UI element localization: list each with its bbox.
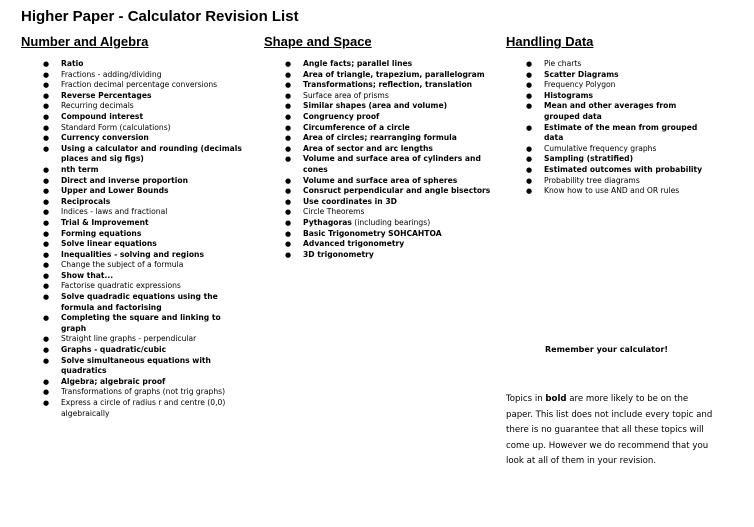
- bullet-icon: ●: [43, 208, 50, 217]
- topic-text: Forming equations: [61, 228, 142, 238]
- bullet-icon: ●: [43, 134, 50, 143]
- topic-item: [43, 260, 246, 271]
- bullet-icon: ●: [285, 240, 292, 249]
- topic-item: [285, 228, 491, 240]
- bullet-icon: ●: [526, 165, 533, 174]
- topic-item: [43, 59, 246, 70]
- topic-text: Mean and other averages from grouped data: [544, 101, 677, 121]
- bold-topics-note: [506, 392, 716, 470]
- topic-item: [526, 164, 714, 176]
- topic-item: [285, 207, 491, 218]
- topic-text: Circle Theorems: [303, 207, 365, 217]
- bullet-icon: ●: [285, 70, 292, 79]
- topic-list: [526, 59, 714, 197]
- topic-text: Upper and Lower Bounds: [61, 186, 169, 196]
- bullet-icon: ●: [526, 70, 533, 79]
- bullet-icon: ●: [285, 218, 292, 227]
- topic-item: [43, 122, 246, 134]
- topic-text: Ratio: [61, 59, 84, 68]
- page-title: Higher Paper - Calculator Revision List: [21, 8, 299, 25]
- bullet-icon: ●: [43, 356, 50, 365]
- topic-text: Reverse Percentages: [61, 90, 152, 100]
- bullet-icon: ●: [43, 197, 50, 206]
- topic-text: nth term: [61, 164, 99, 174]
- bullet-icon: ●: [43, 81, 50, 90]
- topic-text: Histograms: [544, 90, 594, 100]
- topic-item: [285, 101, 491, 112]
- bullet-icon: ●: [285, 176, 292, 185]
- topic-text: Express a circle of radius r and centre (0,0) algebraically: [61, 398, 226, 418]
- topic-list: [43, 59, 246, 419]
- topic-text: Straight line graphs - perpendicular: [61, 334, 197, 344]
- topic-item: [43, 355, 246, 377]
- topic-text: Show that...: [61, 270, 114, 280]
- topic-text: Basic Trigonometry SOHCAHTOA: [303, 228, 442, 238]
- topic-text: Trial & Improvement: [61, 217, 149, 227]
- topic-item: [285, 80, 491, 91]
- bullet-icon: ●: [43, 399, 50, 407]
- bullet-icon: ●: [526, 81, 533, 90]
- topic-item: [43, 270, 246, 282]
- topic-item: [43, 164, 246, 176]
- topic-item: [526, 186, 714, 197]
- topic-item: [43, 217, 246, 229]
- topic-item: [285, 175, 491, 187]
- topic-text: Algebra; algebraic proof: [61, 376, 166, 386]
- topic-item: [285, 239, 491, 250]
- topic-item: [43, 143, 246, 165]
- note-text-after: are more likely to be on the paper. This list does not include every topic and there is no guarantee that all these topics will come up. However we do recommend that you look at all of them in your revision.: [506, 394, 713, 466]
- topic-list: [285, 59, 491, 260]
- topic-item: [43, 228, 246, 240]
- bullet-icon: ●: [43, 229, 50, 238]
- topic-text: Circumference of a circle: [303, 122, 410, 132]
- bullet-icon: ●: [285, 250, 292, 259]
- bullet-icon: ●: [285, 102, 292, 111]
- topic-text: Area of triangle, trapezium, parallelogram: [303, 69, 485, 79]
- bullet-icon: ●: [526, 187, 533, 196]
- topic-text: Change the subject of a formula: [61, 260, 184, 270]
- topic-item: [285, 186, 491, 197]
- bullet-icon: ●: [285, 208, 292, 217]
- topic-item: [285, 122, 491, 134]
- bullet-icon: ●: [285, 91, 292, 100]
- topic-item: [43, 249, 246, 261]
- topic-item: [285, 90, 491, 102]
- bullet-icon: ●: [43, 377, 50, 386]
- topic-text: Consruct perpendicular and angle bisectors: [303, 186, 491, 196]
- bullet-icon: ●: [526, 102, 533, 111]
- topic-item: [43, 111, 246, 123]
- topic-text: Advanced trigonometry: [303, 239, 405, 249]
- topic-item: [526, 69, 714, 81]
- topic-text: Use coordinates in 3D: [303, 196, 397, 206]
- bullet-icon: ●: [43, 144, 50, 153]
- topic-item: [43, 101, 246, 112]
- topic-text: Solve linear equations: [61, 239, 157, 249]
- topic-text: Pythagoras: [303, 217, 352, 227]
- bullet-icon: ●: [285, 155, 292, 164]
- topic-item: [43, 387, 246, 398]
- bullet-icon: ●: [526, 91, 533, 100]
- topic-text: 3D trigonometry: [303, 249, 374, 259]
- topic-text: Similar shapes (area and volume): [303, 101, 448, 111]
- bullet-icon: ●: [43, 176, 50, 185]
- topic-item: [43, 80, 246, 91]
- topic-text: Know how to use AND and OR rules: [544, 186, 680, 196]
- bullet-icon: ●: [285, 187, 292, 196]
- column-heading: Number and Algebra: [21, 34, 149, 49]
- topic-text: Indices - laws and fractional: [61, 207, 168, 217]
- topic-item: [526, 143, 714, 155]
- topic-item: [526, 154, 714, 165]
- topic-text-suffix: (including bearings): [351, 217, 431, 227]
- bullet-icon: ●: [43, 346, 50, 355]
- topic-text: Compound interest: [61, 111, 144, 121]
- bullet-icon: ●: [285, 134, 292, 143]
- bullet-icon: ●: [43, 293, 50, 302]
- topic-item: [285, 69, 491, 81]
- calculator-reminder: Remember your calculator!: [545, 345, 669, 354]
- bullet-icon: ●: [43, 91, 50, 100]
- topic-text: Volume and surface area of spheres: [303, 175, 458, 185]
- bullet-icon: ●: [285, 60, 292, 68]
- topic-item: [285, 133, 491, 144]
- topic-text: Standard Form (calculations): [61, 122, 171, 132]
- bullet-icon: ●: [43, 388, 50, 397]
- bullet-icon: ●: [285, 144, 292, 153]
- topic-text: Reciprocals: [61, 196, 111, 206]
- topic-text: Completing the square and linking to graph: [61, 313, 221, 333]
- topic-text: Graphs - quadratic/cubic: [61, 345, 167, 355]
- topic-text: Fraction decimal percentage conversions: [61, 80, 218, 90]
- topic-item: [43, 313, 246, 334]
- topic-text: Estimated outcomes with probability: [544, 164, 703, 174]
- topic-item: [43, 239, 246, 250]
- column-heading: Handling Data: [506, 34, 594, 49]
- topic-item: [43, 376, 246, 388]
- bullet-icon: ●: [43, 70, 50, 79]
- topic-text: Using a calculator and rounding (decimals places and sig figs): [61, 143, 242, 164]
- topic-text: Fractions - adding/dividing: [61, 69, 162, 79]
- topic-item: [526, 90, 714, 102]
- column-heading: Shape and Space: [264, 34, 372, 49]
- topic-item: [285, 196, 491, 208]
- topic-text: Sampling (stratified): [544, 154, 634, 164]
- topic-item: [526, 59, 714, 70]
- topic-item: [43, 281, 246, 292]
- bullet-icon: ●: [43, 240, 50, 249]
- topic-text: Transformations; reflection, translation: [303, 80, 473, 90]
- topic-item: [43, 398, 246, 419]
- bullet-icon: ●: [43, 271, 50, 280]
- topic-item: [526, 101, 714, 122]
- bullet-icon: ●: [285, 197, 292, 206]
- bullet-icon: ●: [43, 165, 50, 174]
- topic-text: Volume and surface area of cylinders and cones: [303, 154, 481, 174]
- topic-item: [43, 133, 246, 144]
- topic-text: Solve simultaneous equations with quadratics: [61, 355, 211, 376]
- bullet-icon: ●: [526, 144, 533, 153]
- bullet-icon: ●: [43, 112, 50, 121]
- topic-item: [43, 207, 246, 218]
- topic-text: Frequency Polygon: [544, 80, 616, 90]
- bullet-icon: ●: [43, 250, 50, 259]
- topic-text: Direct and inverse proportion: [61, 175, 189, 185]
- topic-item: [43, 292, 246, 313]
- topic-item: [43, 345, 246, 356]
- column-shape-and-space: [264, 34, 491, 260]
- note-bold-word: bold: [545, 394, 567, 404]
- column-number-and-algebra: [21, 34, 246, 419]
- topic-item: [285, 154, 491, 175]
- bullet-icon: ●: [285, 81, 292, 90]
- topic-text: Inequalities - solving and regions: [61, 249, 204, 259]
- topic-text: Estimate of the mean from grouped data: [544, 122, 698, 143]
- topic-item: [526, 122, 714, 144]
- bullet-icon: ●: [43, 282, 50, 291]
- bullet-icon: ●: [43, 60, 50, 68]
- topic-text: Probability tree diagrams: [544, 175, 640, 185]
- topic-text: Scatter Diagrams: [544, 69, 619, 79]
- topic-item: [285, 217, 491, 229]
- bullet-icon: ●: [43, 314, 50, 323]
- topic-item: [526, 80, 714, 91]
- bullet-icon: ●: [526, 60, 533, 68]
- topic-item: [43, 175, 246, 187]
- topic-item: [43, 69, 246, 81]
- bullet-icon: ●: [43, 123, 50, 132]
- bullet-icon: ●: [526, 155, 533, 164]
- note-text-before: Topics in: [506, 394, 546, 404]
- topic-item: [43, 186, 246, 197]
- topic-text: Area of sector and arc lengths: [303, 143, 433, 153]
- topic-item: [285, 111, 491, 123]
- topic-text: Surface area of prisms: [303, 90, 389, 100]
- bullet-icon: ●: [43, 102, 50, 111]
- topic-text: Cumulative frequency graphs: [544, 143, 657, 153]
- topic-item: [43, 334, 246, 345]
- topic-text: Factorise quadratic expressions: [61, 281, 181, 291]
- bullet-icon: ●: [43, 218, 50, 227]
- column-handling-data: [506, 34, 714, 197]
- topic-text: Recurring decimals: [61, 101, 134, 111]
- topic-text: Currency conversion: [61, 133, 149, 143]
- bullet-icon: ●: [43, 261, 50, 270]
- topic-item: [43, 90, 246, 102]
- topic-text: Transformations of graphs (not trig graphs): [61, 387, 226, 397]
- bullet-icon: ●: [526, 176, 533, 185]
- bullet-icon: ●: [285, 123, 292, 132]
- topic-text: Pie charts: [544, 59, 582, 68]
- topic-text: Angle facts; parallel lines: [303, 59, 413, 68]
- topic-text: Solve quadradic equations using the formula and factorising: [61, 292, 218, 312]
- bullet-icon: ●: [526, 123, 533, 132]
- topic-item: [43, 196, 246, 208]
- topic-item: [285, 59, 491, 70]
- bullet-icon: ●: [285, 229, 292, 238]
- bullet-icon: ●: [285, 112, 292, 121]
- bullet-icon: ●: [43, 187, 50, 196]
- topic-item: [526, 175, 714, 187]
- topic-item: [285, 143, 491, 155]
- topic-text: Congruency proof: [303, 111, 380, 121]
- topic-item: [285, 249, 491, 261]
- bullet-icon: ●: [43, 335, 50, 344]
- topic-text: Area of circles; rearranging formula: [303, 133, 457, 143]
